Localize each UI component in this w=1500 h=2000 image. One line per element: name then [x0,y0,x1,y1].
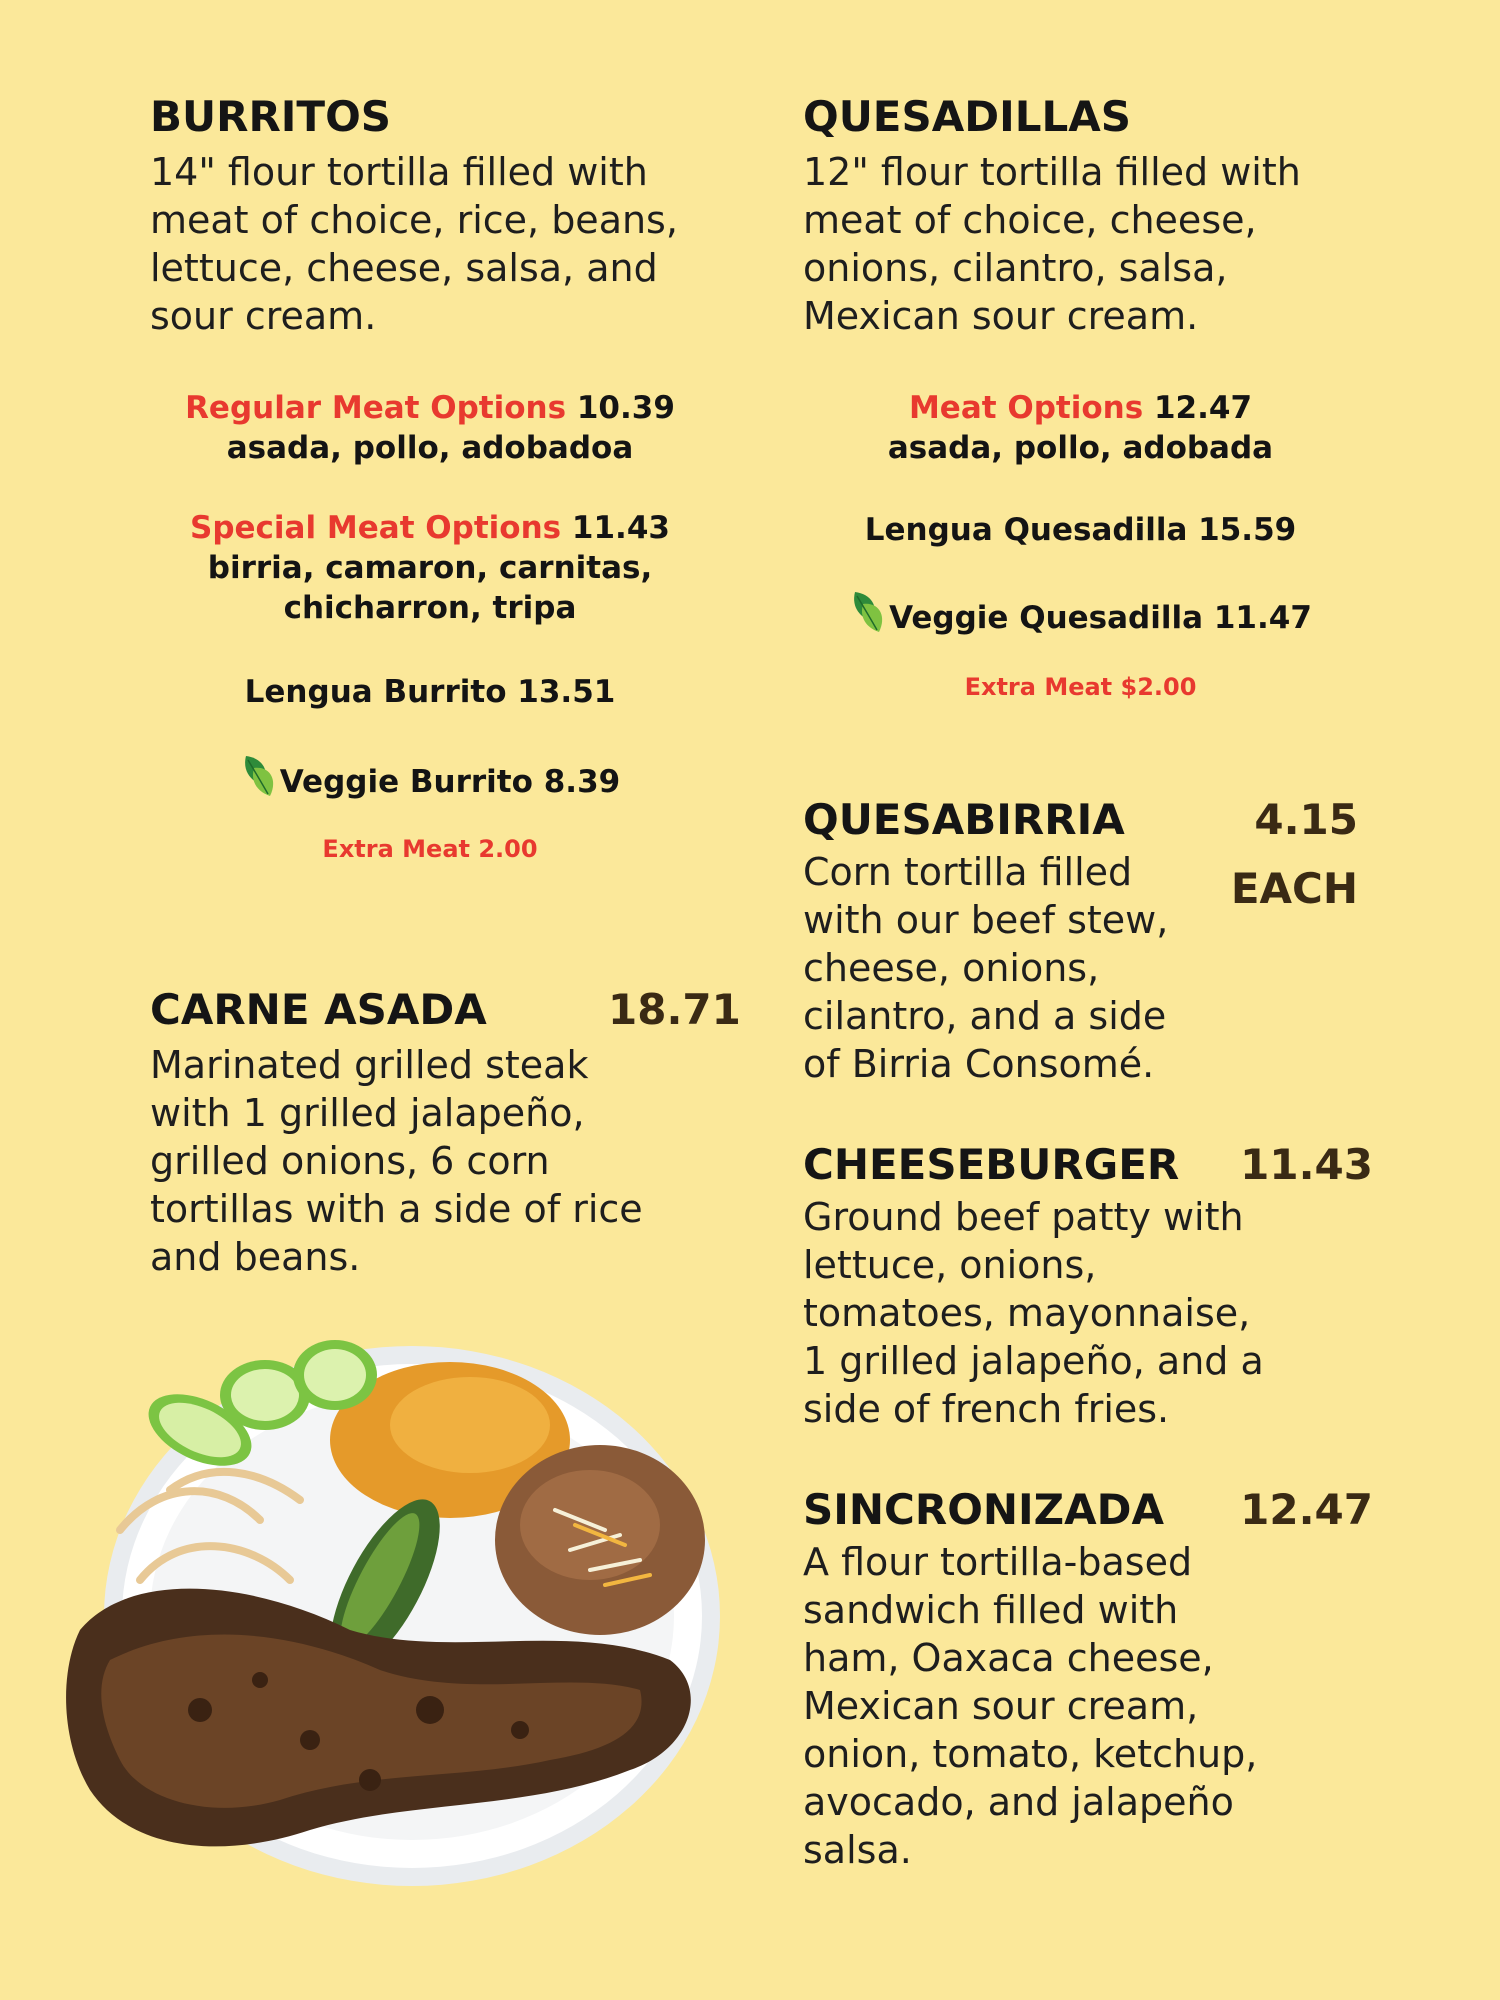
quesabirria-price: 4.15 [1254,795,1358,844]
cheeseburger-price: 11.43 [1240,1140,1373,1189]
quesadillas-extra-meat: Extra Meat $2.00 [964,673,1197,701]
veggie-quesadilla-label: Veggie Quesadilla 11.47 [889,600,1312,636]
special-meat-price: 11.43 [571,510,670,546]
sincronizada-price: 12.47 [1240,1485,1373,1534]
cheeseburger-title: CHEESEBURGER [803,1140,1180,1189]
burritos-title: BURRITOS [150,92,392,141]
carne-asada-plate-image [50,1330,770,1910]
special-meat-items-2: chicharron, tripa [283,590,577,626]
burritos-regular-options [150,388,710,468]
special-meat-label: Special Meat Options [190,510,562,546]
veggie-burrito-label: Veggie Burrito 8.39 [279,764,621,800]
sincronizada-title: SINCRONIZADA [803,1485,1164,1534]
veggie-quesadilla [803,588,1358,638]
burritos-extra-meat: Extra Meat 2.00 [322,835,538,863]
regular-meat-price: 10.39 [576,390,675,426]
quesabirria-price-unit: EACH [1230,864,1358,913]
sincronizada-description: A flour tortilla-based sandwich filled with ham, Oaxaca cheese, Mexican sour cream, onion, tomato, ketchup, avocado, and jalapeño salsa. [803,1540,1258,1872]
regular-meat-items: asada, pollo, adobadoa [226,430,634,466]
burritos-special-options [150,508,710,628]
burritos-description: 14" flour tortilla filled with meat of choice, rice, beans, lettuce, cheese, salsa, and sour cream. [150,150,678,338]
leaf-icon [240,752,278,798]
carne-asada-title: CARNE ASADA [150,985,487,1034]
meat-options-label: Meat Options [908,390,1144,426]
special-meat-items-1: birria, camaron, carnitas, [207,550,653,586]
cheeseburger-description: Ground beef patty with lettuce, onions, tomatoes, mayonnaise, 1 grilled jalapeño, and a side of french fries. [803,1195,1264,1431]
quesadillas-title: QUESADILLAS [803,92,1132,141]
quesabirria-description: Corn tortilla filled with our beef stew, cheese, onions, cilantro, and a side of Birria Consomé. [803,850,1169,1086]
quesadillas-meat-options [803,388,1358,468]
carne-asada-description: Marinated grilled steak with 1 grilled jalapeño, grilled onions, 6 corn tortillas with a side of rice and beans. [150,1043,643,1279]
leaf-icon [849,588,887,634]
carne-asada-price: 18.71 [608,985,741,1034]
meat-options-price: 12.47 [1153,390,1253,426]
meat-options-items: asada, pollo, adobada [887,430,1274,466]
quesadillas-description: 12" flour tortilla filled with meat of choice, cheese, onions, cilantro, salsa, Mexican sour cream. [803,150,1301,338]
lengua-quesadilla: Lengua Quesadilla 15.59 [864,512,1297,548]
veggie-burrito [150,752,710,802]
quesabirria-title: QUESABIRRIA [803,795,1125,844]
lengua-burrito: Lengua Burrito 13.51 [244,674,616,710]
regular-meat-label: Regular Meat Options [185,390,567,426]
